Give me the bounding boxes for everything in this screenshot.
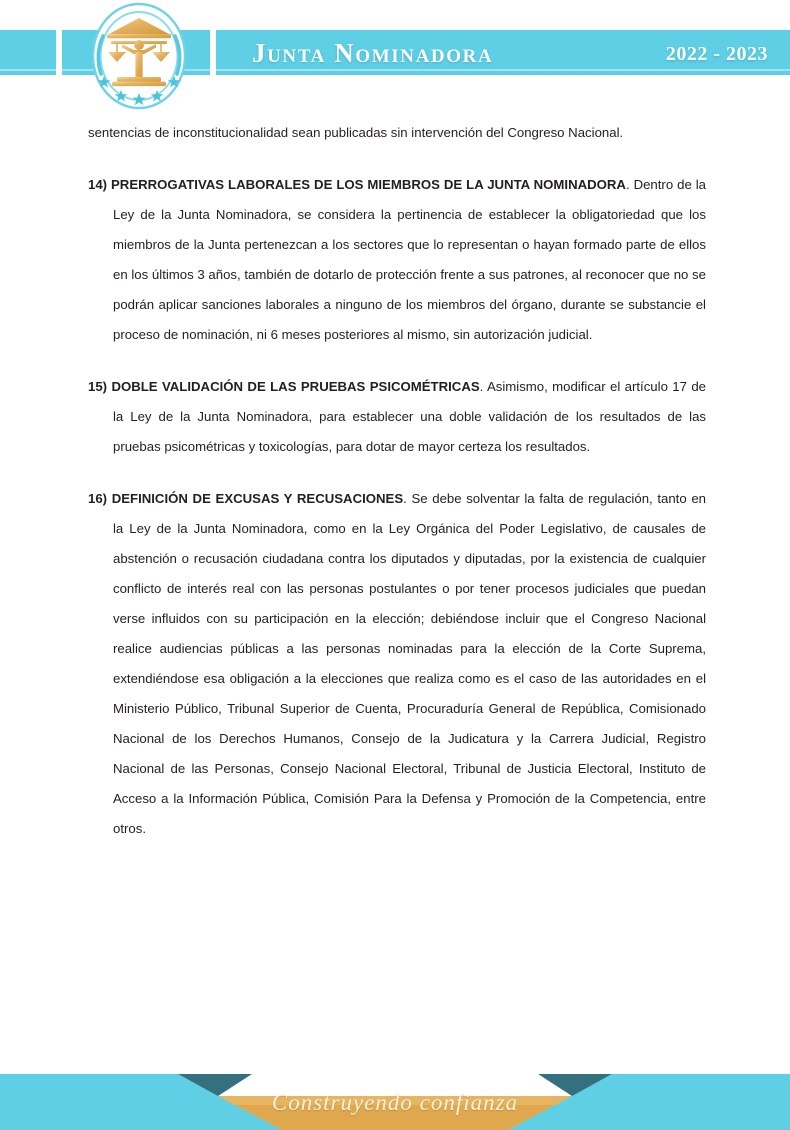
item-text: . Dentro de la Ley de la Junta Nominadora, se considera la pertinencia de establecer la obligatoriedad que los miembros de la Junta pertenezcan a los sectores que lo representan o hayan formado parte de ellos en los últimos 3 años, también de dotarlo de protección frente a sus patrones, al reconocer que no se podrán aplicar sanciones laborales a ninguno de los miembros del órgano, durante se substancie el proceso de nominación, ni 6 meses posteriores al mismo, sin autorización judicial. <box>113 177 706 342</box>
page-footer <box>0 1052 790 1130</box>
justice-scales-emblem-icon <box>77 0 201 112</box>
document-body <box>0 118 790 844</box>
paragraph-continuation <box>0 118 790 148</box>
paragraph-text: sentencias de inconstitucionalidad sean publicadas sin intervención del Congreso Nacional. <box>88 125 624 140</box>
numbered-item-14 <box>0 170 790 350</box>
page-title: Junta Nominadora <box>252 38 494 68</box>
item-heading: 15) DOBLE VALIDACIÓN DE LAS PRUEBAS PSICOMÉTRICAS <box>88 379 480 394</box>
page-header <box>0 0 790 112</box>
header-year-range: 2022 - 2023 <box>665 43 768 65</box>
item-text: . Se debe solventar la falta de regulación, tanto en la Ley de la Junta Nominadora, como en la Ley Orgánica del Poder Legislativo, de causales de abstención o recusación ciudadana contra los diputados y diputadas, por la existencia de cualquier conflicto de interés real con las personas postulantes o por tener procesos judiciales que puedan verse influidos con su participación en la elección; debiéndose incluir que el Congreso Nacional realice audiencias públicas a las personas nominadas para la elección de la Corte Suprema, extendiéndose esa obligación a la elecciones que realiza como es el caso de las autoridades en el Ministerio Público, Tribunal Superior de Cuenta, Procuraduría General de República, Comisionado Nacional de los Derechos Humanos, Consejo de la Judicatura y la Carrera Judicial, Registro Nacional de las Personas, Consejo Nacional Electoral, Tribunal de Justicia Electoral, Instituto de Acceso a la Información Pública, Comisión Para la Defensa y Promoción de la Competencia, entre otros. <box>113 491 706 836</box>
numbered-item-15 <box>0 372 790 462</box>
item-heading: 16) DEFINICIÓN DE EXCUSAS Y RECUSACIONES <box>88 491 404 506</box>
item-text: . Asimismo, modificar el artículo 17 de la Ley de la Junta Nominadora, para establecer una doble validación de los resultados de las pruebas psicométricas y toxicologías, para dotar de mayor certeza los resultados. <box>113 379 706 454</box>
header-bar-left-segment <box>0 30 56 75</box>
item-heading: 14) PRERROGATIVAS LABORALES DE LOS MIEMBROS DE LA JUNTA NOMINADORA <box>88 177 626 192</box>
footer-slogan: Construyendo confianza <box>271 1090 519 1115</box>
numbered-item-16 <box>0 484 790 844</box>
